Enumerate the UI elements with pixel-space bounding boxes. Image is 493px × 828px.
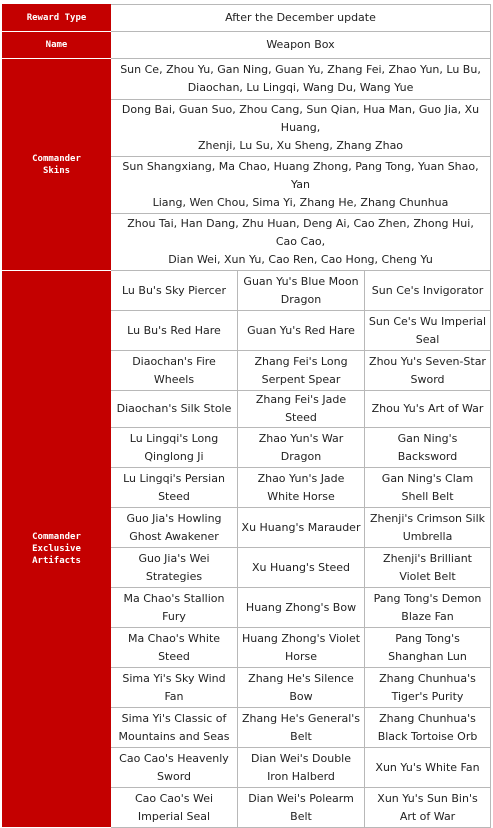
skin-group [111, 59, 491, 100]
name-value: Weapon Box [111, 32, 491, 59]
reward-type-row [3, 5, 491, 32]
artifact-cell: Xun Yu's White Fan [365, 748, 491, 788]
artifact-cell: Zhang Chunhua's Tiger's Purity [365, 668, 491, 708]
skin-group-line: Liang, Wen Chou, Sima Yi, Zhang He, Zhang Chunhua [152, 196, 449, 209]
artifact-cell: Xu Huang's Steed [238, 548, 365, 588]
reward-table [2, 4, 491, 828]
artifact-cell: Cao Cao's Wei Imperial Seal [111, 788, 238, 828]
artifact-cell: Ma Chao's Stallion Fury [111, 588, 238, 628]
artifact-cell: Xu Huang's Marauder [238, 508, 365, 548]
artifact-cell: Sun Ce's Wu Imperial Seal [365, 311, 491, 351]
skin-group [111, 157, 491, 214]
artifact-cell: Lu Bu's Sky Piercer [111, 271, 238, 311]
skin-group-line: Sun Shangxiang, Ma Chao, Huang Zhong, Pang Tong, Yuan Shao, Yan [122, 160, 479, 191]
skin-group-line: Dong Bai, Guan Suo, Zhou Cang, Sun Qian, Hua Man, Guo Jia, Xu Huang, [121, 103, 480, 134]
artifact-cell: Ma Chao's White Steed [111, 628, 238, 668]
artifact-cell: Gan Ning's Backsword [365, 428, 491, 468]
artifacts-label-line: Exclusive [32, 544, 81, 554]
artifact-cell: Zhenji's Crimson Silk Umbrella [365, 508, 491, 548]
skin-group-line: Diaochan, Lu Lingqi, Wang Du, Wang Yue [187, 81, 414, 94]
artifact-cell: Diaochan's Silk Stole [111, 391, 238, 428]
artifact-cell: Sima Yi's Sky Wind Fan [111, 668, 238, 708]
artifacts-label-line: Commander [32, 532, 81, 542]
skin-group-line: Sun Ce, Zhou Yu, Gan Ning, Guan Yu, Zhang Fei, Zhao Yun, Lu Bu, [120, 63, 481, 76]
skins-label-line: Commander [32, 153, 81, 164]
skin-group [111, 100, 491, 157]
artifact-cell: Zhao Yun's Jade White Horse [238, 468, 365, 508]
reward-table-container [2, 4, 490, 828]
artifact-cell: Sun Ce's Invigorator [365, 271, 491, 311]
artifacts-label-line: Artifacts [32, 556, 81, 566]
artifact-cell: Guo Jia's Wei Strategies [111, 548, 238, 588]
artifact-cell: Zhang Chunhua's Black Tortoise Orb [365, 708, 491, 748]
skin-group-line: Zhenji, Lu Su, Xu Sheng, Zhang Zhao [197, 139, 404, 152]
artifact-cell: Zhou Yu's Art of War [365, 391, 491, 428]
artifact-row [3, 271, 491, 311]
artifact-cell: Diaochan's Fire Wheels [111, 351, 238, 391]
skins-label [3, 59, 111, 271]
artifact-cell: Zhao Yun's War Dragon [238, 428, 365, 468]
artifact-cell: Guan Yu's Blue Moon Dragon [238, 271, 365, 311]
artifact-cell: Huang Zhong's Violet Horse [238, 628, 365, 668]
artifact-cell: Pang Tong's Shanghan Lun [365, 628, 491, 668]
artifact-cell: Huang Zhong's Bow [238, 588, 365, 628]
artifact-cell: Guo Jia's Howling Ghost Awakener [111, 508, 238, 548]
name-label: Name [3, 32, 111, 59]
artifact-cell: Dian Wei's Polearm Belt [238, 788, 365, 828]
artifacts-label [3, 271, 111, 828]
artifact-cell: Zhou Yu's Seven-Star Sword [365, 351, 491, 391]
artifact-cell: Sima Yi's Classic of Mountains and Seas [111, 708, 238, 748]
artifact-cell: Xun Yu's Sun Bin's Art of War [365, 788, 491, 828]
artifact-cell: Dian Wei's Double Iron Halberd [238, 748, 365, 788]
reward-type-label: Reward Type [3, 5, 111, 32]
artifact-cell: Zhang Fei's Long Serpent Spear [238, 351, 365, 391]
skin-group-line: Dian Wei, Xun Yu, Cao Ren, Cao Hong, Cheng Yu [168, 253, 433, 266]
skin-group [111, 214, 491, 271]
artifact-cell: Guan Yu's Red Hare [238, 311, 365, 351]
artifact-cell: Lu Bu's Red Hare [111, 311, 238, 351]
name-row [3, 32, 491, 59]
artifact-cell: Zhang He's Silence Bow [238, 668, 365, 708]
skins-row [3, 59, 491, 100]
artifact-cell: Pang Tong's Demon Blaze Fan [365, 588, 491, 628]
artifact-cell: Zhang Fei's Jade Steed [238, 391, 365, 428]
skin-group-line: Zhou Tai, Han Dang, Zhu Huan, Deng Ai, Cao Zhen, Zhong Hui, Cao Cao, [127, 217, 474, 248]
artifact-cell: Zhang He's General's Belt [238, 708, 365, 748]
skins-label-line: Skins [42, 165, 71, 176]
reward-type-value: After the December update [111, 5, 491, 32]
artifact-cell: Cao Cao's Heavenly Sword [111, 748, 238, 788]
artifact-cell: Gan Ning's Clam Shell Belt [365, 468, 491, 508]
artifact-cell: Lu Lingqi's Long Qinglong Ji [111, 428, 238, 468]
artifact-cell: Zhenji's Brilliant Violet Belt [365, 548, 491, 588]
artifact-cell: Lu Lingqi's Persian Steed [111, 468, 238, 508]
